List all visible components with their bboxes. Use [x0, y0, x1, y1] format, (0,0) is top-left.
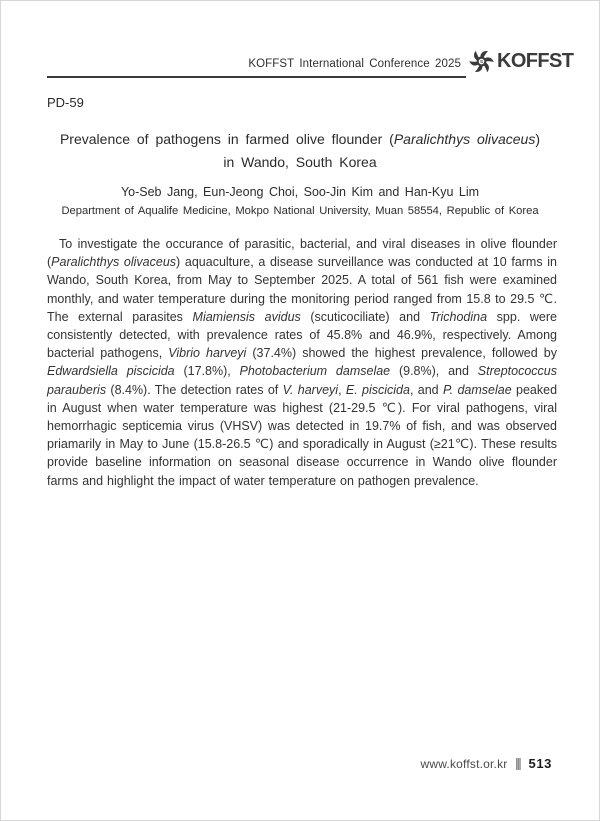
website-link[interactable]: www.koffst.or.kr [420, 756, 508, 771]
page-separator-icon [516, 758, 521, 770]
header-conference-title: KOFFST International Conference 2025 [248, 58, 461, 70]
page-number: 513 [528, 756, 552, 771]
koffst-logo-text: KOFFST [497, 50, 574, 72]
koffst-logo-icon [468, 48, 495, 75]
paper-id: PD-59 [47, 95, 84, 110]
paper-title [31, 128, 569, 174]
koffst-logo [468, 48, 573, 75]
page-footer [420, 756, 552, 771]
paper-title-line-2: in Wando, South Korea [223, 154, 377, 170]
svg-text:S: S [479, 59, 484, 65]
paper-title-line-1: Prevalence of pathogens in farmed olive flounder (Paralichthys olivaceus) [59, 131, 541, 147]
abstract-paragraph: To investigate the occurance of parasitic, bacterial, and viral diseases in olive flounder (Paralichthys olivaceus) aquaculture, a disease surveillance was conducted at 10 farms in Wando, South Korea, from May to September 2025. A total of 561 fish were examined monthly, and water temperature during the monitoring period ranged from 15.8 to 29.5 ℃. The external parasites Miamiensis avidus (scuticociliate) and Trichodina spp. were consistently detected, with prevalence rates of 45.8% and 46.9%, respectively. Among bacterial pathogens, Vibrio harveyi (37.4%) showed the highest prevalence, followed by Edwardsiella piscicida (17.8%), Photobacterium damselae (9.8%), and Streptococcus parauberis (8.4%). The detection rates of V. harveyi, E. piscicida, and P. damselae peaked in August when water temperature was highest (21-29.5 ℃). For viral pathogens, viral hemorrhagic septicemia virus (VHSV) was detected in 19.7% of fish, and was observed priamarily in May to June (15.8-26.5 ℃) and sporadically in August (≥21℃). These results provide baseline information on seasonal disease occurrence in Wando olive flounder farms and highlight the impact of water temperature on pathogen prevalence. [47, 237, 558, 488]
header-rule [47, 76, 466, 78]
affiliation: Department of Aqualife Medicine, Mokpo National University, Muan 58554, Republic of Korea [61, 205, 539, 217]
authors: Yo-Seb Jang, Eun-Jeong Choi, Soo-Jin Kim and Han-Kyu Lim [120, 185, 480, 199]
